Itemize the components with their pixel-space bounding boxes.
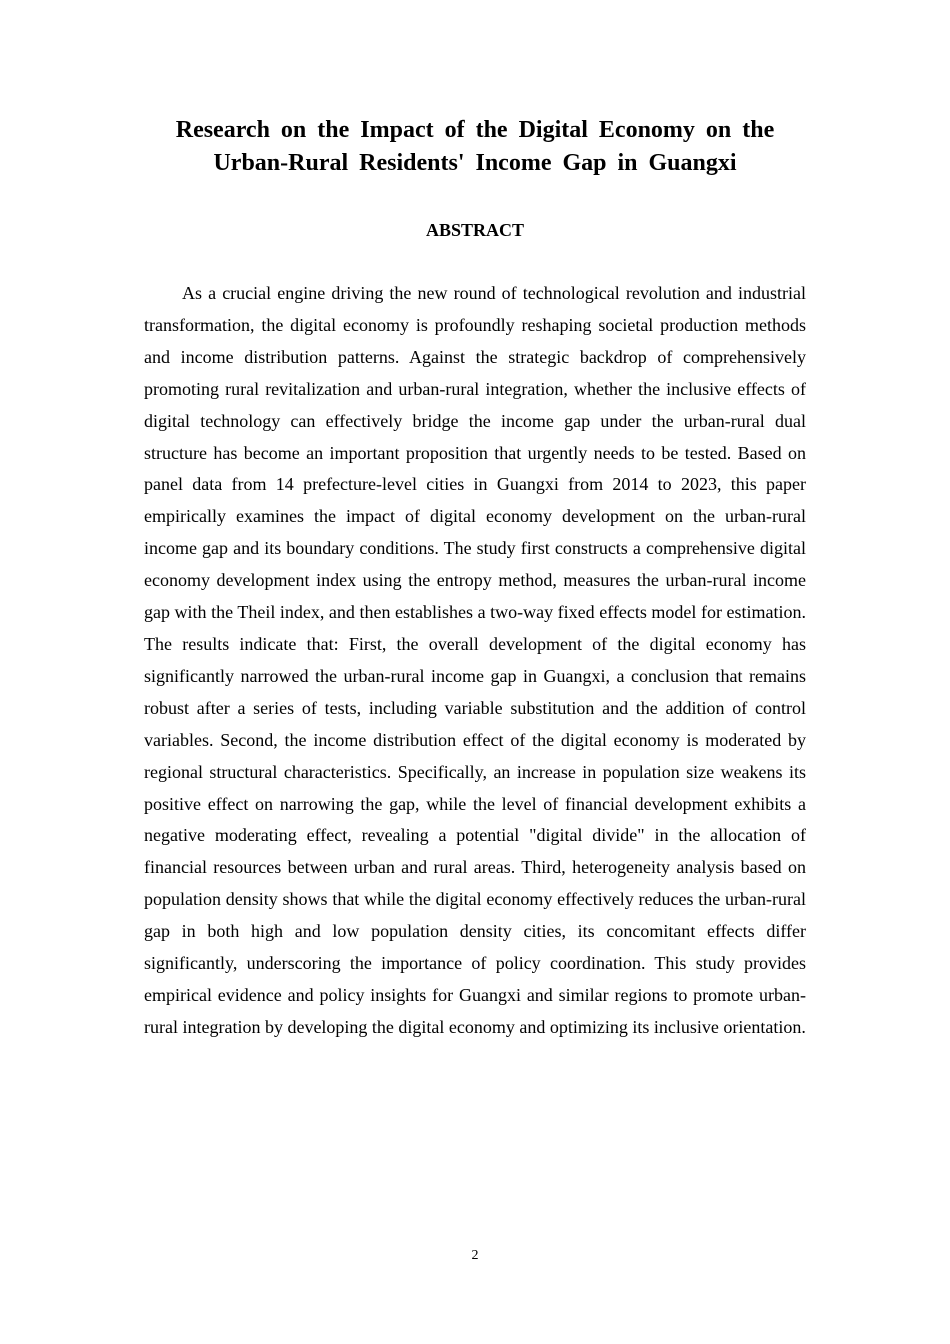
abstract-heading: ABSTRACT [425,220,525,240]
paper-title: Research on the Impact of the Digital Economy on the Urban-Rural Residents' Income Gap in Guangxi [175,117,775,176]
abstract-paragraph: As a crucial engine driving the new round of technological revolution and industrial transformation, the digital economy is profoundly reshaping societal production methods and income distribution patterns. Against the strategic backdrop of comprehensively promoting rural revitalization and urban-rural integration, whether the inclusive effects of digital technology can effectively bridge the income gap under the urban-rural dual structure has become an important proposition that urgently needs to be tested. Based on panel data from 14 prefecture-level cities in Guangxi from 2014 to 2023, this paper empirically examines the impact of digital economy development on the urban-rural income gap and its boundary conditions. The study first constructs a comprehensive digital economy development index using the entropy method, measures the urban-rural income gap with the Theil index, and then establishes a two-way fixed effects model for estimation. The results indicate that: First, the overall development of the digital economy has significantly narrowed the urban-rural income gap in Guangxi, a conclusion that remains robust after a series of tests, including variable substitution and the addition of control variables. Second, the income distribution effect of the digital economy is moderated by regional structural characteristics. Specifically, an increase in population size weakens its positive effect on narrowing the gap, while the level of financial development exhibits a negative moderating effect, revealing a potential "digital divide" in the allocation of financial resources between urban and rural areas. Third, heterogeneity analysis based on population density shows that while the digital economy effectively reduces the urban-rural gap in both high and low population density cities, its concomitant effects differ significantly, underscoring the importance of policy coordination. This study provides empirical evidence and policy insights for Guangxi and similar regions to promote urban-rural integration by developing the digital economy and optimizing its inclusive orientation. [144,283,806,1037]
page-number: 2 [471,1248,479,1263]
